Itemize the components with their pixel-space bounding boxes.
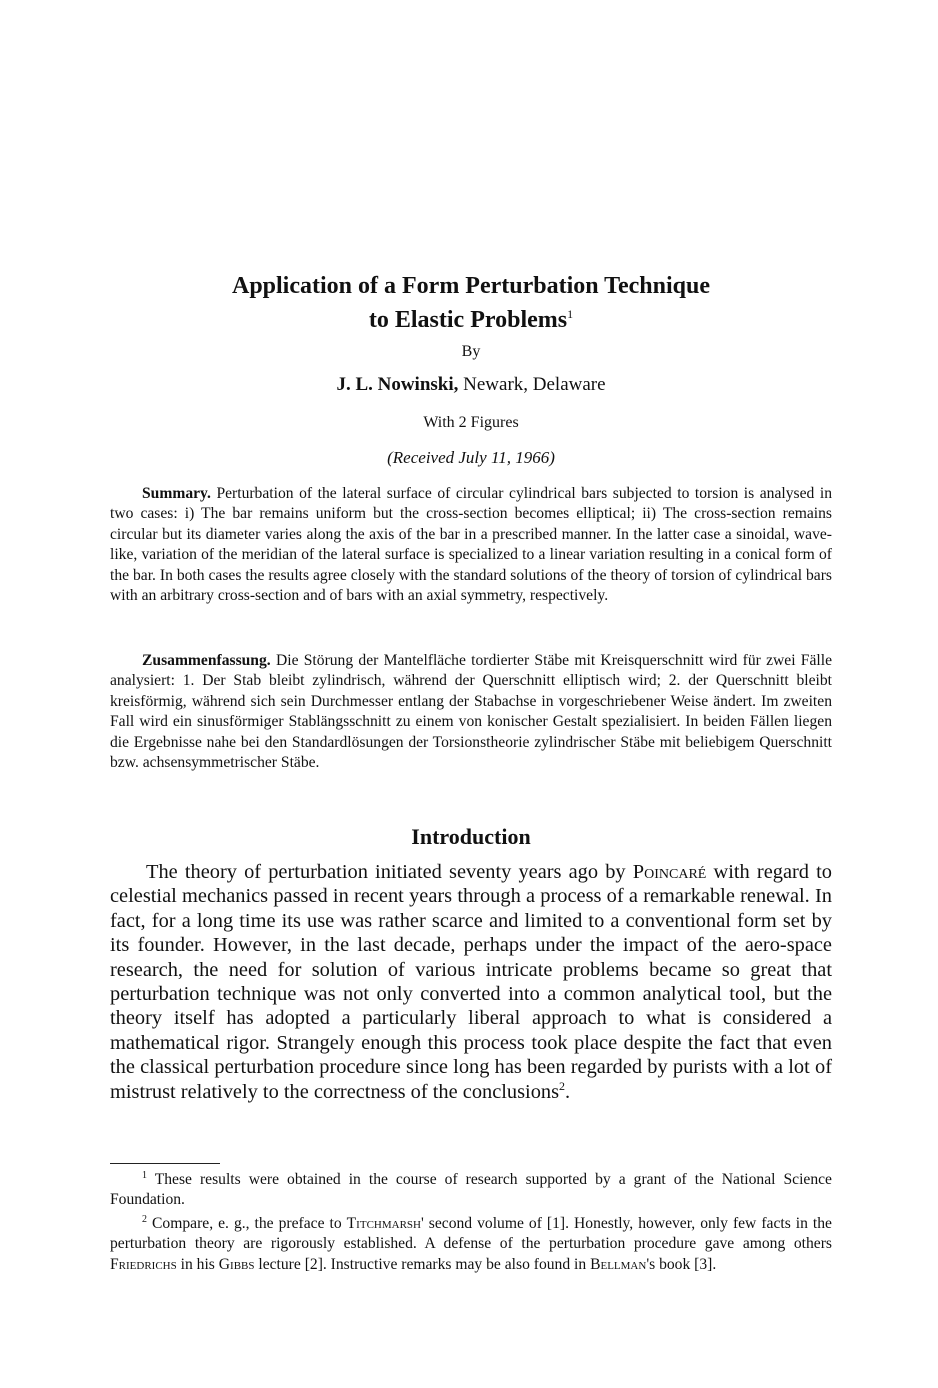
title-line-1: Application of a Form Perturbation Technique — [231, 273, 711, 299]
intro-footnote-mark: 2 — [559, 1078, 566, 1093]
intro-text-start: The theory of perturbation initiated seventy years ago by — [146, 861, 633, 883]
intro-name-poincare: Poincaré — [632, 861, 707, 883]
paper-title — [110, 272, 832, 334]
received-date: (Received July 11, 1966) — [387, 448, 555, 467]
by-label: By — [461, 343, 481, 360]
footnote-2-name-friedrichs: Friedrichs — [110, 1255, 177, 1273]
introduction-paragraph — [110, 860, 832, 1104]
author-name: J. L. Nowinski, — [336, 374, 459, 395]
footnote-2-part4: lecture [2]. Instructive remarks may be also found in — [254, 1255, 591, 1273]
footnote-2-name-gibbs: Gibbs — [218, 1255, 255, 1273]
footnote-2 — [110, 1214, 832, 1275]
summary-label: Summary. — [142, 485, 211, 502]
footnote-2-part3: in his — [176, 1255, 219, 1273]
footnote-rule — [110, 1163, 220, 1164]
section-heading-introduction: Introduction — [411, 824, 531, 849]
author-line — [110, 374, 832, 396]
footnote-1-mark: 1 — [142, 1170, 147, 1181]
footnote-2-name-titchmarsh: Titchmarsh — [346, 1215, 421, 1232]
footnote-2-name-bellman: Bellman — [590, 1255, 647, 1273]
title-footnote-mark: 1 — [567, 307, 574, 321]
summary-paragraph — [110, 484, 832, 606]
figures-note: With 2 Figures — [423, 414, 519, 431]
title-line-2: to Elastic Problems — [368, 307, 568, 333]
intro-text-end: . — [565, 1080, 571, 1103]
footnote-2-part2: ' second volume of [1]. Honestly, however, only few facts in the perturbation theory are rigorously established. A defense of the perturbation procedure gave among others — [110, 1215, 832, 1253]
footnote-1-text: These results were obtained in the course of research supported by a grant of the National Science Foundation. — [110, 1171, 832, 1209]
intro-text-rest: with regard to celestial mechanics passed in recent years through a process of a remarkable renewal. In fact, for a long time its use was rather scarce and limited to a conventional form set by its founder. However, in the last decade, perhaps under the impact of the aero-space research, the need for solution of various intricate problems became so great that perturbation technique was not only converted into a common analytical tool, but the theory itself has adopted a particularly liberal approach to what is considered a mathematical rigor. Strangely enough this process took place despite the fact that even the classical perturbation procedure since long has been regarded by purists with a lot of mistrust relatively to the correctness of the conclusions — [110, 861, 832, 1103]
zusammenfassung-paragraph — [110, 651, 832, 773]
footnote-2-part1: Compare, e. g., the preface to — [152, 1215, 347, 1232]
paper-page — [110, 0, 832, 1388]
footnote-2-part5: 's book [3]. — [646, 1255, 717, 1273]
summary-text: Perturbation of the lateral surface of circular cylindrical bars subjected to torsion is analysed in two cases: i) The bar remains uniform but the cross-section becomes elliptical; ii) The cross-section remains circular but its diameter varies along the axis of the bar in a prescribed manner. In the latter case a sinoidal, wave-like, variation of the meridian of the lateral surface is specialized to a linear variation resulting in a conical form of the bar. In both cases the results agree closely with the standard solutions of the theory of torsion of cylindrical bars with an arbitrary cross-section and of bars with an axial symmetry, respectively. — [110, 485, 832, 605]
author-location: Newark, Delaware — [463, 374, 606, 395]
zusammenfassung-text: Die Störung der Mantelfläche tordierter Stäbe mit Kreisquerschnitt wird für zwei Fälle analysiert: 1. Der Stab bleibt zylindrisch, während der Querschnitt elliptisch wird; 2. der Querschnitt bleibt kreisförmig, während sich sein Durchmesser entlang der Stabachse in vorgeschriebener Weise ändert. Im zweiten Fall wird ein sinusförmiger Stablängsschnitt zu einem von konischer Gestalt spezialisiert. In beiden Fällen liegen die Ergebnisse nahe bei den Standardlösungen der Torsionstheorie zylindrischer Stäbe mit beliebigem Querschnitt bzw. achsensymmetrischer Stäbe. — [110, 652, 832, 772]
zusammenfassung-label: Zusammenfassung. — [142, 652, 271, 669]
footnote-2-mark: 2 — [142, 1214, 147, 1225]
footnote-1 — [110, 1170, 832, 1211]
